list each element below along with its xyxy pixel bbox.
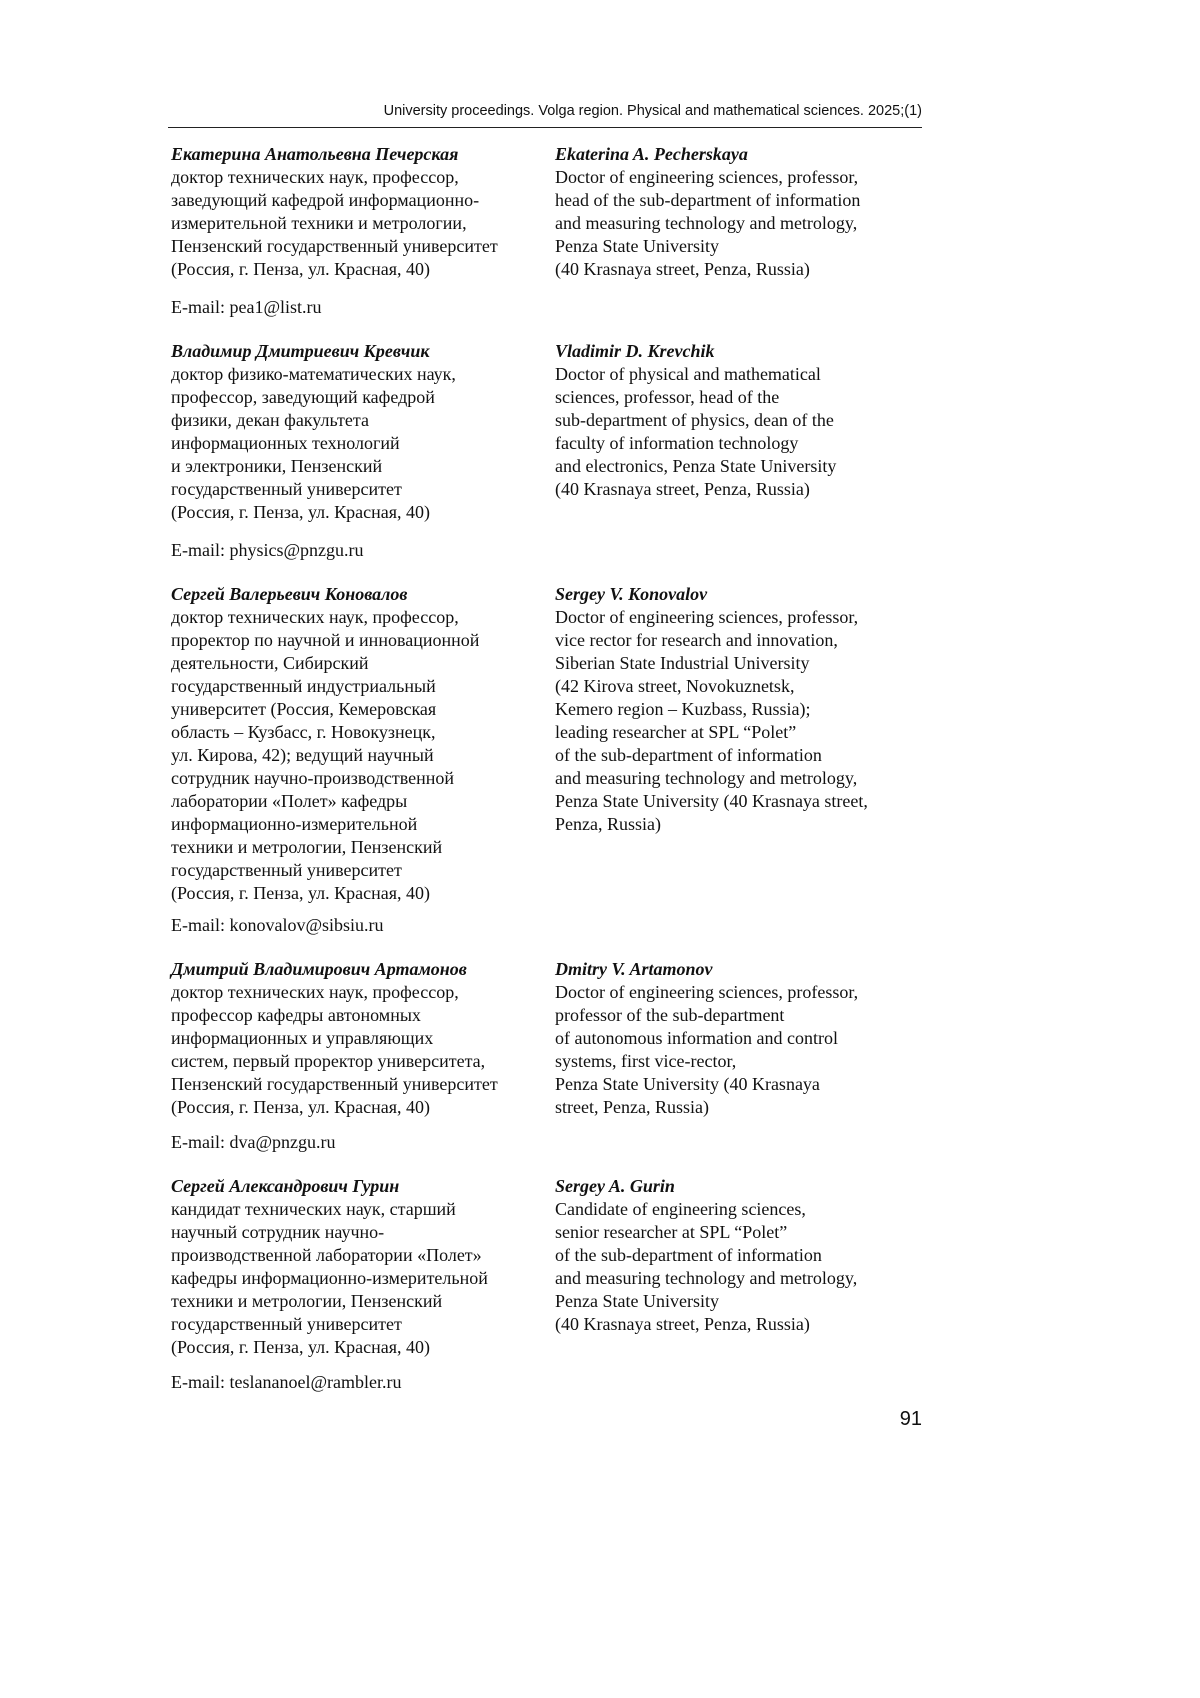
author-4-en-line: systems, first vice-rector, xyxy=(555,1051,737,1071)
author-2-en-block xyxy=(555,340,836,501)
author-3-ru-line: проректор по научной и инновационной xyxy=(171,630,480,650)
author-3-ru-line: государственный университет xyxy=(171,860,402,880)
author-1-en-line: (40 Krasnaya street, Penza, Russia) xyxy=(555,259,810,279)
header-rule xyxy=(168,127,922,128)
author-2-en-name: Vladimir D. Krevchik xyxy=(555,341,715,361)
author-4-en-name: Dmitry V. Artamonov xyxy=(555,959,713,979)
author-3-ru-line: лаборатории «Полет» кафедры xyxy=(171,791,408,811)
author-3-ru-line: область – Кузбасс, г. Новокузнецк, xyxy=(171,722,436,742)
author-1-en-name: Ekaterina A. Pecherskaya xyxy=(555,144,748,164)
author-3-ru-line: доктор технических наук, профессор, xyxy=(171,607,459,627)
author-4-ru-line: доктор технических наук, профессор, xyxy=(171,982,459,1002)
author-3-en-line: Siberian State Industrial University xyxy=(555,653,810,673)
author-4-en-line: professor of the sub-department xyxy=(555,1005,785,1025)
author-3-ru-line: (Россия, г. Пенза, ул. Красная, 40) xyxy=(171,883,431,903)
author-1-ru-line: Пензенский государственный университет xyxy=(171,236,498,256)
author-3-ru-line: техники и метрологии, Пензенский xyxy=(171,837,443,857)
author-4-ru-block xyxy=(171,958,498,1119)
author-2-ru-line: информационных технологий xyxy=(171,433,400,453)
author-2-en-line: sub-department of physics, dean of the xyxy=(555,410,834,430)
author-4-en-line: street, Penza, Russia) xyxy=(555,1097,709,1117)
author-3-en-line: Kemero region – Kuzbass, Russia); xyxy=(555,699,811,719)
author-2-ru-name: Владимир Дмитриевич Кревчик xyxy=(171,341,430,361)
author-5-en-line: Candidate of engineering sciences, xyxy=(555,1199,806,1219)
author-5-ru-line: производственной лаборатории «Полет» xyxy=(171,1245,482,1265)
author-3-en-line: vice rector for research and innovation, xyxy=(555,630,838,650)
author-4-en-line: Penza State University (40 Krasnaya xyxy=(555,1074,820,1094)
author-3-en-name: Sergey V. Konovalov xyxy=(555,584,708,604)
author-2-ru-line: физики, декан факультета xyxy=(171,410,369,430)
author-1-ru-line: доктор технических наук, профессор, xyxy=(171,167,459,187)
author-5-en-line: (40 Krasnaya street, Penza, Russia) xyxy=(555,1314,810,1334)
author-3-en-line: Penza State University (40 Krasnaya street, xyxy=(555,791,868,811)
author-1-en-block xyxy=(555,143,860,281)
author-2-en-line: Doctor of physical and mathematical xyxy=(555,364,821,384)
running-header: University proceedings. Volga region. Physical and mathematical sciences. 2025;(1) xyxy=(383,103,922,119)
author-5-email[interactable]: E-mail: teslananoel@rambler.ru xyxy=(171,1372,402,1392)
author-4-email[interactable]: E-mail: dva@pnzgu.ru xyxy=(171,1132,336,1152)
author-3-en-line: Doctor of engineering sciences, professor, xyxy=(555,607,859,627)
author-5-en-line: senior researcher at SPL “Polet” xyxy=(555,1222,788,1242)
author-5-en-line: of the sub-department of information xyxy=(555,1245,822,1265)
author-3-en-line: Penza, Russia) xyxy=(555,814,661,834)
page-number: 91 xyxy=(899,1408,922,1430)
author-4-ru-name: Дмитрий Владимирович Артамонов xyxy=(171,959,467,979)
author-5-ru-line: техники и метрологии, Пензенский xyxy=(171,1291,443,1311)
author-2-email[interactable]: E-mail: physics@pnzgu.ru xyxy=(171,540,364,560)
author-4-ru-line: систем, первый проректор университета, xyxy=(171,1051,486,1071)
author-3-ru-line: государственный индустриальный xyxy=(171,676,436,696)
author-1-en-line: Penza State University xyxy=(555,236,719,256)
author-3-email[interactable]: E-mail: konovalov@sibsiu.ru xyxy=(171,915,384,935)
author-3-ru-line: деятельности, Сибирский xyxy=(171,653,369,673)
author-3-en-line: of the sub-department of information xyxy=(555,745,822,765)
author-4-ru-line: профессор кафедры автономных xyxy=(171,1005,421,1025)
author-2-ru-line: доктор физико-математических наук, xyxy=(171,364,456,384)
author-2-en-line: and electronics, Penza State University xyxy=(555,456,837,476)
author-1-en-line: Doctor of engineering sciences, professor, xyxy=(555,167,859,187)
author-4-ru-line: информационных и управляющих xyxy=(171,1028,434,1048)
author-3-ru-line: информационно-измерительной xyxy=(171,814,418,834)
author-5-ru-line: научный сотрудник научно- xyxy=(171,1222,385,1242)
author-5-ru-line: кафедры информационно-измерительной xyxy=(171,1268,488,1288)
author-2-en-line: sciences, professor, head of the xyxy=(555,387,780,407)
author-2-ru-line: (Россия, г. Пенза, ул. Красная, 40) xyxy=(171,502,431,522)
author-3-ru-line: сотрудник научно-производственной xyxy=(171,768,455,788)
author-4-ru-line: Пензенский государственный университет xyxy=(171,1074,498,1094)
author-1-en-line: head of the sub-department of information xyxy=(555,190,861,210)
author-5-ru-block xyxy=(171,1175,488,1359)
author-2-ru-line: государственный университет xyxy=(171,479,402,499)
author-5-ru-line: (Россия, г. Пенза, ул. Красная, 40) xyxy=(171,1337,431,1357)
author-4-en-block xyxy=(555,958,858,1119)
author-3-en-line: (42 Kirova street, Novokuznetsk, xyxy=(555,676,795,696)
author-5-en-name: Sergey A. Gurin xyxy=(555,1176,675,1196)
author-2-ru-line: профессор, заведующий кафедрой xyxy=(171,387,435,407)
author-4-en-line: of autonomous information and control xyxy=(555,1028,838,1048)
author-3-en-block xyxy=(555,583,868,836)
author-3-en-line: and measuring technology and metrology, xyxy=(555,768,858,788)
author-5-ru-line: государственный университет xyxy=(171,1314,402,1334)
author-4-ru-line: (Россия, г. Пенза, ул. Красная, 40) xyxy=(171,1097,431,1117)
author-3-ru-line: ул. Кирова, 42); ведущий научный xyxy=(171,745,434,765)
author-3-ru-block xyxy=(171,583,479,905)
author-5-en-block xyxy=(555,1175,857,1336)
author-5-ru-line: кандидат технических наук, старший xyxy=(171,1199,456,1219)
author-2-en-line: (40 Krasnaya street, Penza, Russia) xyxy=(555,479,810,499)
author-1-ru-block xyxy=(171,143,498,281)
author-1-ru-name: Екатерина Анатольевна Печерская xyxy=(171,144,459,164)
author-4-en-line: Doctor of engineering sciences, professor, xyxy=(555,982,859,1002)
author-3-en-line: leading researcher at SPL “Polet” xyxy=(555,722,797,742)
author-1-ru-line: заведующий кафедрой информационно- xyxy=(171,190,480,210)
author-1-en-line: and measuring technology and metrology, xyxy=(555,213,858,233)
author-3-ru-line: университет (Россия, Кемеровская xyxy=(171,699,437,719)
author-3-ru-name: Сергей Валерьевич Коновалов xyxy=(171,584,408,604)
author-1-ru-line: (Россия, г. Пенза, ул. Красная, 40) xyxy=(171,259,431,279)
author-2-ru-block xyxy=(171,340,456,524)
author-2-ru-line: и электроники, Пензенский xyxy=(171,456,383,476)
author-5-en-line: Penza State University xyxy=(555,1291,719,1311)
author-2-en-line: faculty of information technology xyxy=(555,433,799,453)
author-5-en-line: and measuring technology and metrology, xyxy=(555,1268,858,1288)
author-1-ru-line: измерительной техники и метрологии, xyxy=(171,213,467,233)
author-5-ru-name: Сергей Александрович Гурин xyxy=(171,1176,400,1196)
author-1-email[interactable]: E-mail: pea1@list.ru xyxy=(171,297,322,317)
